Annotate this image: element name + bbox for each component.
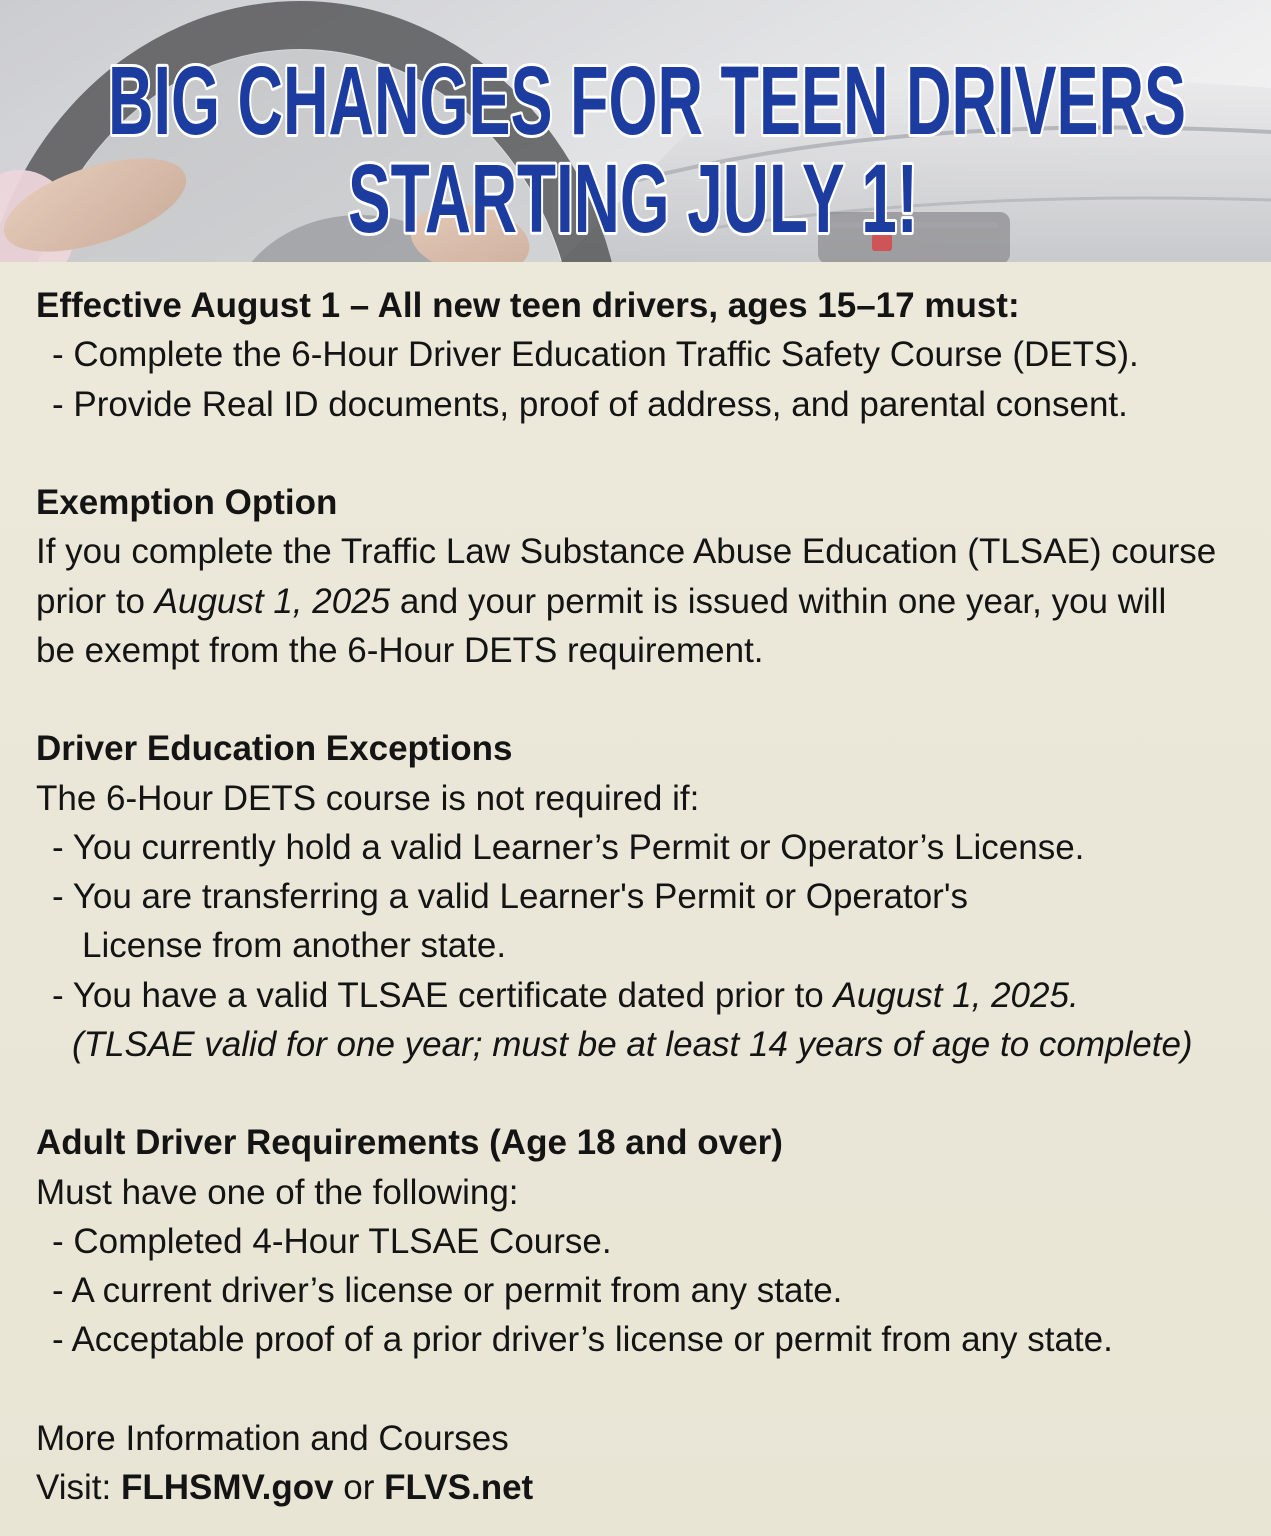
adult-item-tlsae-course: - Completed 4-Hour TLSAE Course.: [52, 1221, 612, 1261]
visit-label: Visit:: [36, 1468, 121, 1507]
exemption-heading: Exemption Option: [36, 483, 338, 522]
exemption-section: [36, 478, 1241, 675]
exceptions-item-tlsae: [36, 971, 1241, 1020]
site-flvs: FLVS.net: [384, 1468, 534, 1507]
adult-heading: Adult Driver Requirements (Age 18 and over): [36, 1123, 783, 1163]
title-line-1: BIG CHANGES FOR TEEN DRIVERS: [108, 46, 1186, 155]
more-info-section: [36, 1414, 1241, 1513]
exemption-text-line-2: [36, 577, 1241, 626]
exceptions-section: [36, 724, 1241, 1069]
visit-line: [36, 1463, 1241, 1512]
exemption-text-line-3: be exempt from the 6-Hour DETS requirement.: [36, 630, 764, 670]
adult-section: [36, 1118, 1241, 1364]
effective-item-documents: - Provide Real ID documents, proof of address, and parental consent.: [52, 384, 1128, 424]
exceptions-item-transfer: - You are transferring a valid Learner's Permit or Operator's: [52, 877, 969, 916]
adult-item-current-license: - A current driver’s license or permit from any state.: [52, 1271, 843, 1310]
exceptions-item-transfer-continued: License from another state.: [82, 926, 507, 966]
effective-heading: Effective August 1 – All new teen drivers, ages 15–17 must:: [36, 286, 1020, 325]
title-line-2: STARTING JULY 1!: [348, 144, 918, 253]
exceptions-tlsae-text: - You have a valid TLSAE certificate dated prior to: [52, 975, 834, 1015]
exceptions-heading: Driver Education Exceptions: [36, 729, 513, 769]
adult-intro: Must have one of the following:: [36, 1172, 519, 1212]
exemption-date: August 1, 2025: [154, 581, 391, 621]
exemption-text-before-date: prior to: [36, 581, 155, 621]
flyer-content: [0, 262, 1271, 1512]
exceptions-item-current-permit: - You currently hold a valid Learner’s Permit or Operator’s License.: [52, 827, 1085, 867]
exceptions-tlsae-note: (TLSAE valid for one year; must be at least 14 years of age to complete): [72, 1024, 1193, 1064]
exceptions-tlsae-date: August 1, 2025.: [833, 975, 1079, 1015]
exceptions-intro: The 6-Hour DETS course is not required if:: [36, 778, 700, 818]
effective-section: [36, 281, 1241, 429]
visit-or: or: [333, 1468, 385, 1507]
exemption-text-after-date: and your permit is issued within one year, you will: [390, 581, 1167, 621]
effective-item-dets: - Complete the 6-Hour Driver Education Traffic Safety Course (DETS).: [52, 335, 1139, 375]
adult-item-prior-license: - Acceptable proof of a prior driver’s license or permit from any state.: [52, 1320, 1113, 1360]
exemption-text-line-1: If you complete the Traffic Law Substance Abuse Education (TLSAE) course: [36, 532, 1217, 572]
header-banner: [0, 0, 1271, 262]
more-info-heading: More Information and Courses: [36, 1418, 509, 1458]
site-flhsmv: FLHSMV.gov: [120, 1468, 334, 1507]
